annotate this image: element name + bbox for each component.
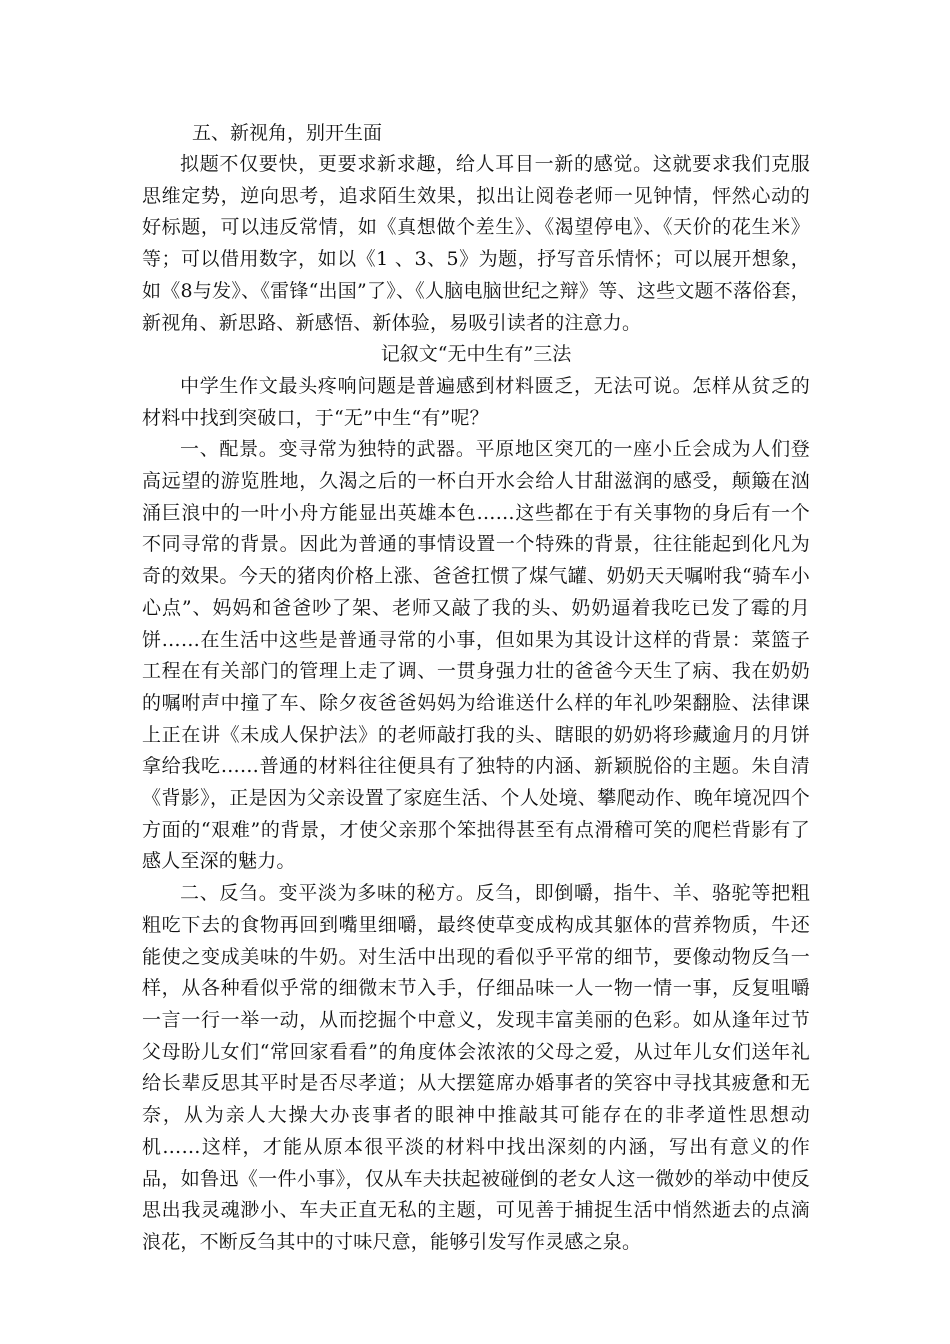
method-two-paragraph: 二、反刍。变平淡为多味的秘方。反刍，即倒嚼，指牛、羊、骆驼等把粗粗吃下去的食物再回到嘴里细嚼，最终使草变成构成其躯体的营养物质，牛还能使之变成美味的牛奶。对生活中出现的看似乎平常的细节，要像动物反刍一样，从各种看似乎常的细微末节入手，仔细品味一人一物一情一事，反复咀嚼一言一行一举一动，从而挖掘个中意义，发现丰富美丽的色彩。如从逢年过节父母盼儿女们“常回家看看”的角度体会浓浓的父母之爱，从过年儿女们送年礼给长辈反思其平时是否尽孝道；从大摆筵席办婚事者的笑容中寻找其疲惫和无奈，从为亲人大操大办丧事者的眼神中推敲其可能存在的非孝道性思想动机……这样，才能从原本很平淡的材料中找出深刻的内涵，写出有意义的作品，如鲁迅《一件小事》，仅从车夫扶起被碰倒的老女人这一微妙的举动中使反思出我灵魂渺小、车夫正直无私的主题，可见善于捕捉生活中悄然逝去的点滴浪花，不断反刍其中的寸味尺意，能够引发写作灵感之泉。 [142, 882, 810, 1253]
section-five-paragraph: 拟题不仅要快，更要求新求趣，给人耳目一新的感觉。这就要求我们克服思维定势，逆向思考，追求陌生效果，拟出让阅卷老师一见钟情，怦然心动的好标题，可以违反常情，如《真想做个差生》、《渴望停电》、《天价的花生米》等；可以借用数字，如以《1 、3、5》为题，抒写音乐情怀；可以展开想象，如《8与发》、《雷锋“出国”了》、《人脑电脑世纪之辩》等、这些文题不落俗套，新视角、新思路、新感悟、新体验，易吸引读者的注意力。 [142, 153, 810, 334]
article-intro-paragraph: 中学生作文最头疼响问题是普遍感到材料匮乏，无法可说。怎样从贫乏的材料中找到突破口，于“无”中生“有”呢？ [142, 374, 810, 429]
method-one-paragraph: 一、配景。变寻常为独特的武器。平原地区突兀的一座小丘会成为人们登高远望的游览胜地，久渴之后的一杯白开水会给人甘甜滋润的感受，颠簸在汹涌巨浪中的一叶小舟方能显出英雄本色……这些都在于有关事物的身后有一个不同寻常的背景。因此为普通的事情设置一个特殊的背景，往往能起到化凡为奇的效果。今天的猪肉价格上涨、爸爸扛惯了煤气罐、奶奶天天嘱咐我“骑车小心点”、妈妈和爸爸吵了架、老师又敲了我的头、奶奶逼着我吃已发了霉的月饼……在生活中这些是普通寻常的小事，但如果为其设计这样的背景：菜篮子工程在有关部门的管理上走了调、一贯身强力壮的爸爸今天生了病、我在奶奶的嘱咐声中撞了车、除夕夜爸爸妈妈为给谁送什么样的年礼吵架翻脸、法律课上正在讲《未成人保护法》的老师敲打我的头、瞎眼的奶奶将珍藏逾月的月饼拿给我吃……普通的材料往往便具有了独特的内涵、新颖脱俗的主题。朱自清《背影》，正是因为父亲设置了家庭生活、个人处境、攀爬动作、晚年境况四个方面的“艰难”的背景，才使父亲那个笨拙得甚至有点滑稽可笑的爬栏背影有了感人至深的魅力。 [142, 438, 810, 873]
document-page [142, 118, 810, 1259]
section-five-heading: 五、新视角，别开生面 [192, 122, 383, 144]
article-title: 记叙文“无中生有”三法 [380, 343, 572, 366]
